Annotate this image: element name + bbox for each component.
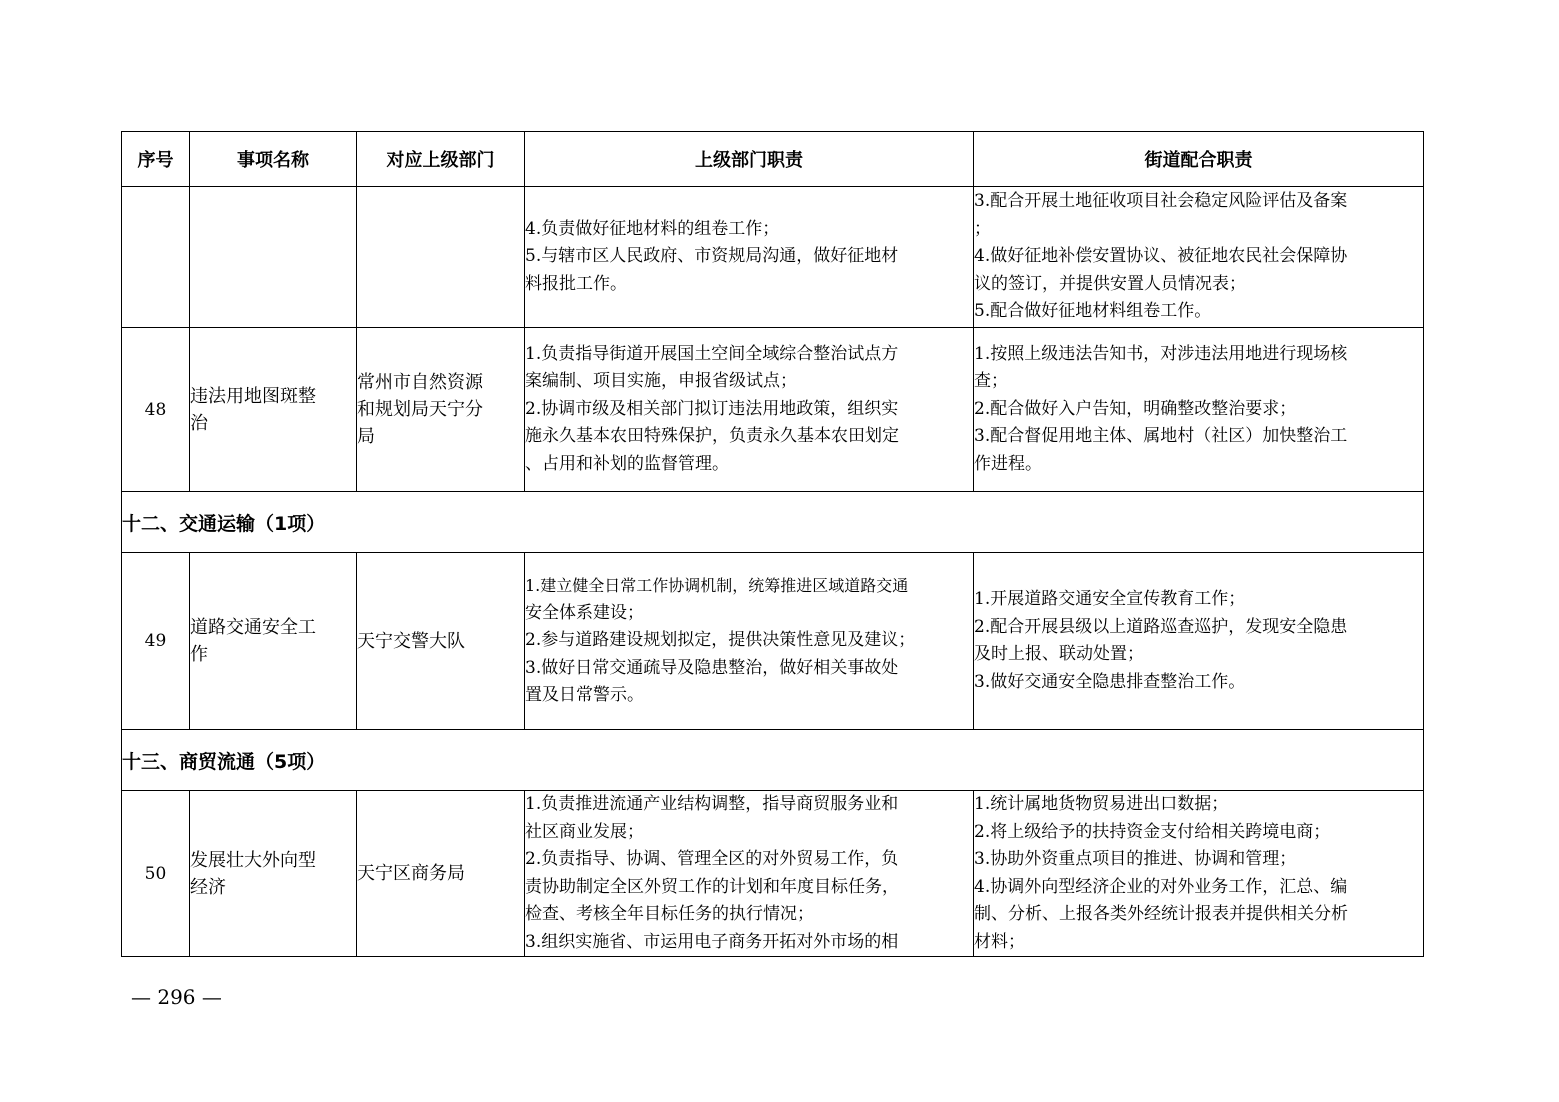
cell-item-name — [190, 791, 357, 957]
department-line: 局 — [357, 426, 375, 447]
cell-upper-duties — [525, 328, 974, 492]
item-name-line: 道路交通安全工 — [190, 617, 316, 638]
department-line: 天宁交警大队 — [357, 630, 465, 652]
duties-table — [121, 131, 1424, 957]
duty-line: 料报批工作。 — [525, 273, 627, 294]
cell-department — [357, 791, 525, 957]
cell-no: 50 — [122, 791, 190, 957]
cell-upper-duties — [525, 187, 974, 328]
item-name-line: 作 — [190, 644, 208, 665]
duty-line: 2.协调市级及相关部门拟订违法用地政策，组织实 — [525, 398, 899, 419]
duty-line: 责协助制定全区外贸工作的计划和年度目标任务， — [525, 876, 899, 897]
duty-line: 及时上报、联动处置； — [974, 644, 1144, 664]
duty-line: 4.做好征地补偿安置协议、被征地农民社会保障协 — [974, 246, 1348, 267]
duty-line: 3.做好日常交通疏导及隐患整治，做好相关事故处 — [525, 657, 899, 678]
section-heading: 十二、交通运输（1项） — [122, 492, 1424, 553]
department-line: 天宁区商务局 — [357, 863, 465, 884]
table-row-48 — [122, 328, 1424, 492]
department-line: 常州市自然资源 — [357, 372, 483, 393]
duty-line: 1.负责推进流通产业结构调整，指导商贸服务业和 — [525, 794, 899, 814]
duty-line: 安全体系建设； — [525, 602, 644, 623]
duty-line: 材料； — [974, 931, 1025, 952]
cell-item-name — [190, 553, 357, 730]
duty-line: 1.负责指导街道开展国土空间全域综合整治试点方 — [525, 343, 899, 364]
duty-line: 3.配合督促用地主体、属地村（社区）加快整治工 — [974, 426, 1348, 447]
duty-line: 1.开展道路交通安全宣传教育工作； — [974, 589, 1246, 609]
duty-line: 、占用和补划的监督管理。 — [525, 453, 729, 474]
cell-upper-duties — [525, 553, 974, 730]
duty-line: 4.协调外向型经济企业的对外业务工作，汇总、编 — [974, 876, 1348, 897]
duty-line: 3.协助外资重点项目的推进、协调和管理； — [974, 849, 1297, 869]
duty-line: 置及日常警示。 — [525, 685, 644, 706]
cell-department — [357, 328, 525, 492]
cell-dept-empty — [357, 187, 525, 328]
header-department: 对应上级部门 — [357, 132, 525, 187]
duty-line: 议的签订，并提供安置人员情况表； — [974, 273, 1246, 294]
cell-street-duties — [974, 791, 1424, 957]
cell-department — [357, 553, 525, 730]
duty-line: 1.统计属地货物贸易进出口数据； — [974, 794, 1229, 814]
duty-line: 2.负责指导、协调、管理全区的对外贸易工作，负 — [525, 849, 899, 869]
item-name-line: 违法用地图斑整 — [190, 385, 316, 407]
item-name-line: 发展壮大外向型 — [190, 849, 316, 871]
cell-street-duties — [974, 187, 1424, 328]
duty-line: 作进程。 — [974, 453, 1042, 474]
table-row-49 — [122, 553, 1424, 730]
page-number: — 296 — — [131, 985, 222, 1009]
duty-line: 4.负责做好征地材料的组卷工作； — [525, 218, 780, 239]
duty-line: 2.配合开展县级以上道路巡查巡护，发现安全隐患 — [974, 616, 1348, 637]
header-street-duties: 街道配合职责 — [974, 132, 1424, 187]
duty-line: 3.做好交通安全隐患排查整治工作。 — [974, 671, 1246, 692]
duty-line: 检查、考核全年目标任务的执行情况； — [525, 904, 814, 924]
duty-line: 查； — [974, 371, 1008, 392]
header-upper-duties: 上级部门职责 — [525, 132, 974, 187]
table-header-row — [122, 132, 1424, 187]
duty-line: 制、分析、上报各类外经统计报表并提供相关分析 — [974, 904, 1348, 924]
cell-street-duties — [974, 328, 1424, 492]
header-item-name: 事项名称 — [190, 132, 357, 187]
cell-street-duties — [974, 553, 1424, 730]
duty-line: 5.配合做好征地材料组卷工作。 — [974, 301, 1212, 322]
cell-no: 48 — [122, 328, 190, 492]
duty-line: ； — [974, 218, 991, 239]
item-name-line: 治 — [190, 412, 208, 434]
section-row-commerce — [122, 730, 1424, 791]
duty-line: 社区商业发展； — [525, 821, 644, 842]
duty-line: 1.建立健全日常工作协调机制，统筹推进区域道路交通 — [525, 576, 909, 596]
table-row-continued — [122, 187, 1424, 328]
section-heading: 十三、商贸流通（5项） — [122, 730, 1424, 791]
cell-no: 49 — [122, 553, 190, 730]
duty-line: 2.配合做好入户告知，明确整改整治要求； — [974, 398, 1297, 419]
duty-line: 2.将上级给予的扶持资金支付给相关跨境电商； — [974, 821, 1331, 842]
table-row-50 — [122, 791, 1424, 957]
duty-line: 3.组织实施省、市运用电子商务开拓对外市场的相 — [525, 931, 899, 952]
department-line: 和规划局天宁分 — [357, 399, 483, 420]
duty-line: 1.按照上级违法告知书，对涉违法用地进行现场核 — [974, 343, 1348, 364]
duty-line: 5.与辖市区人民政府、市资规局沟通，做好征地材 — [525, 246, 899, 267]
duty-line: 3.配合开展土地征收项目社会稳定风险评估及备案 — [974, 191, 1348, 212]
cell-no-empty — [122, 187, 190, 328]
header-no: 序号 — [122, 132, 190, 187]
cell-item-empty — [190, 187, 357, 328]
duty-line: 案编制、项目实施，申报省级试点； — [525, 371, 797, 392]
cell-item-name — [190, 328, 357, 492]
duty-line: 2.参与道路建设规划拟定，提供决策性意见及建议； — [525, 630, 916, 651]
section-row-transport — [122, 492, 1424, 553]
cell-upper-duties — [525, 791, 974, 957]
duty-line: 施永久基本农田特殊保护，负责永久基本农田划定 — [525, 426, 899, 447]
item-name-line: 经济 — [190, 876, 226, 898]
